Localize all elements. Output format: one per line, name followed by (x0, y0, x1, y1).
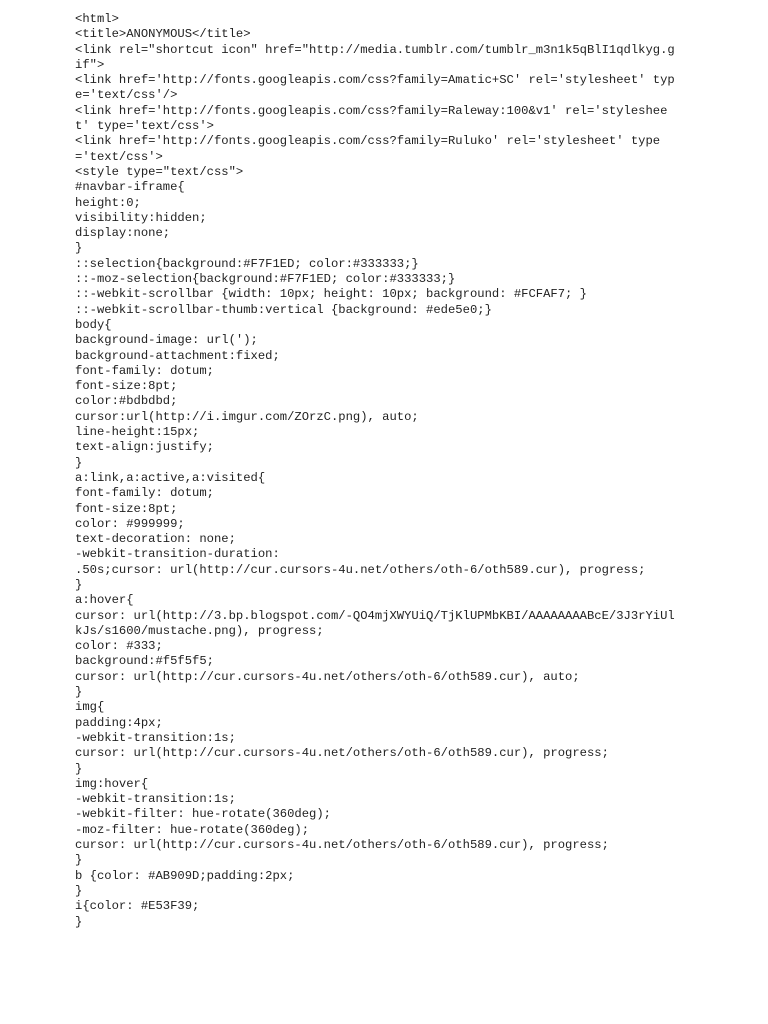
source-line: font-size:8pt; (75, 379, 178, 394)
source-line: <link href='http://fonts.googleapis.com/css?family=Ruluko' rel='stylesheet' type='text/css'> (75, 134, 661, 164)
source-line: a:link,a:active,a:visited{ (75, 470, 266, 485)
source-line: ::-webkit-scrollbar {width: 10px; height: 10px; background: #FCFAF7; } (75, 287, 587, 302)
html-source-text (75, 12, 675, 930)
source-line: #navbar-iframe{ (75, 180, 185, 195)
source-line: <link rel="shortcut icon" href="http://media.tumblr.com/tumblr_m3n1k5qBlI1qdlkyg.gif"> (75, 42, 675, 72)
source-line: } (75, 685, 83, 700)
source-line: } (75, 853, 83, 868)
source-line: text-align:justify; (75, 440, 214, 455)
source-line: background-image: url('); (75, 333, 258, 348)
source-line: ::-moz-selection{background:#F7F1ED; color:#333333;} (75, 272, 456, 287)
source-line: } (75, 241, 83, 256)
source-line: } (75, 455, 83, 470)
source-line: ::selection{background:#F7F1ED; color:#333333;} (75, 256, 419, 271)
source-line: color: #333; (75, 639, 163, 654)
source-line: line-height:15px; (75, 425, 200, 440)
source-line: <link href='http://fonts.googleapis.com/css?family=Amatic+SC' rel='stylesheet' type='text/css'/> (75, 73, 675, 103)
source-line: <html> (75, 12, 119, 26)
source-line: <style type="text/css"> (75, 164, 244, 179)
source-line: font-size:8pt; (75, 501, 178, 516)
source-line: img{ (75, 700, 105, 715)
source-line: color: #999999; (75, 516, 185, 531)
source-line: } (75, 577, 83, 592)
source-line: padding:4px; (75, 715, 163, 730)
source-line: i{color: #E53F39; (75, 899, 200, 914)
source-line: b {color: #AB909D;padding:2px; (75, 868, 295, 883)
source-line: body{ (75, 317, 112, 332)
source-line: height:0; (75, 195, 141, 210)
source-line: <title>ANONYMOUS</title> (75, 27, 251, 42)
source-line: color:#bdbdbd; (75, 394, 178, 409)
source-line: display:none; (75, 226, 171, 241)
source-line: -moz-filter: hue-rotate(360deg); (75, 822, 310, 837)
source-line: ::-webkit-scrollbar-thumb:vertical {background: #ede5e0;} (75, 302, 492, 317)
source-line: -webkit-filter: hue-rotate(360deg); (75, 807, 331, 822)
source-line: cursor: url(http://cur.cursors-4u.net/others/oth-6/oth589.cur), progress; (75, 746, 609, 761)
source-line: } (75, 761, 83, 776)
source-line: a:hover{ (75, 593, 134, 608)
source-line: } (75, 883, 83, 898)
source-line: } (75, 914, 83, 929)
source-line: background:#f5f5f5; (75, 654, 214, 669)
source-line: cursor: url(http://cur.cursors-4u.net/others/oth-6/oth589.cur), auto; (75, 669, 580, 684)
source-line: background-attachment:fixed; (75, 348, 280, 363)
source-line: font-family: dotum; (75, 486, 214, 501)
source-line: -webkit-transition:1s; (75, 730, 236, 745)
source-line: img:hover{ (75, 776, 149, 791)
source-line: .50s;cursor: url(http://cur.cursors-4u.net/others/oth-6/oth589.cur), progress; (75, 562, 646, 577)
source-line: -webkit-transition:1s; (75, 792, 236, 807)
source-line: cursor: url(http://cur.cursors-4u.net/others/oth-6/oth589.cur), progress; (75, 838, 609, 853)
source-line: font-family: dotum; (75, 363, 214, 378)
source-line: visibility:hidden; (75, 210, 207, 225)
source-line: -webkit-transition-duration: (75, 547, 280, 562)
source-line: <link href='http://fonts.googleapis.com/css?family=Raleway:100&v1' rel='stylesheet' type='text/css'> (75, 103, 668, 134)
source-line: text-decoration: none; (75, 532, 236, 547)
source-line: cursor:url(http://i.imgur.com/ZOrzC.png), auto; (75, 409, 419, 424)
source-line: cursor: url(http://3.bp.blogspot.com/-QO4mjXWYUiQ/TjKlUPMbKBI/AAAAAAAABcE/3J3rYiUlkJs/s1600/mustache.png), progress; (75, 608, 675, 638)
